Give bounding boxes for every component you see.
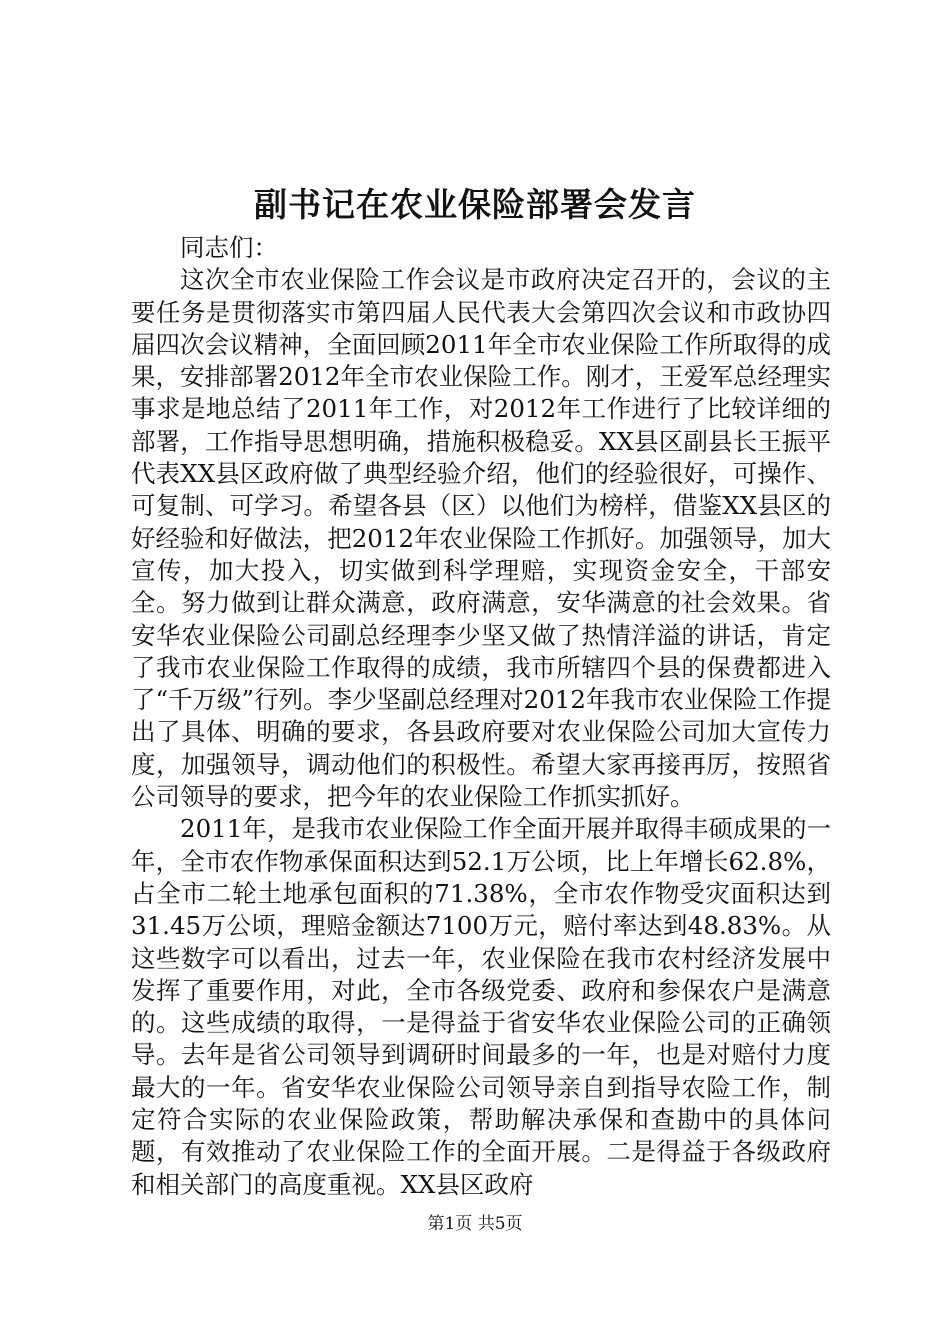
document-title: 副书记在农业保险部署会发言 bbox=[254, 185, 696, 224]
document-body bbox=[131, 232, 831, 1201]
page-footer: 第1页 共5页 bbox=[427, 1214, 523, 1234]
paragraph-1: 这次全市农业保险工作会议是市政府决定召开的，会议的主要任务是贯彻落实市第四届人民代表大会第四次会议和市政协四届四次会议精神，全面回顾2011年全市农业保险工作所取得的成果，安排部署2012年全市农业保险工作。刚才，王爱军总经理实事求是地总结了2011年工作，对2012年工作进行了比较详细的部署，工作指导思想明确，措施积极稳妥。XX县区副县长王振平代表XX县区政府做了典型经验介绍，他们的经验很好，可操作、可复制、可学习。希望各县（区）以他们为榜样，借鉴XX县区的好经验和好做法，把2012年农业保险工作抓好。加强领导，加大宣传，加大投入，切实做到科学理赔，实现资金安全，干部安全。努力做到让群众满意，政府满意，安华满意的社会效果。省安华农业保险公司副总经理李少坚又做了热情洋溢的讲话，肯定了我市农业保险工作取得的成绩，我市所辖四个县的保费都进入了“千万级”行列。李少坚副总经理对2012年我市农业保险工作提出了具体、明确的要求，各县政府要对农业保险公司加大宣传力度，加强领导，调动他们的积极性。希望大家再接再厉，按照省公司领导的要求，把今年的农业保险工作抓实抓好。 bbox=[131, 265, 831, 812]
salutation: 同志们： bbox=[180, 233, 278, 262]
paragraph-2: 2011年，是我市农业保险工作全面开展并取得丰硕成果的一年，全市农作物承保面积达到52.1万公顷，比上年增长62.8%，占全市二轮土地承包面积的71.38%，全市农作物受灾面积达到31.45万公顷，理赔金额达7100万元，赔付率达到48.83%。从这些数字可以看出，过去一年，农业保险在我市农村经济发展中发挥了重要作用，对此，全市各级党委、政府和参保农户是满意的。这些成绩的取得，一是得益于省安华农业保险公司的正确领导。去年是省公司领导到调研时间最多的一年，也是对赔付力度最大的一年。省安华农业保险公司领导亲自到指导农险工作，制定符合实际的农业保险政策，帮助解决承保和查勘中的具体问题，有效推动了农业保险工作的全面开展。二是得益于各级政府和相关部门的高度重视。XX县区政府 bbox=[131, 814, 831, 1199]
